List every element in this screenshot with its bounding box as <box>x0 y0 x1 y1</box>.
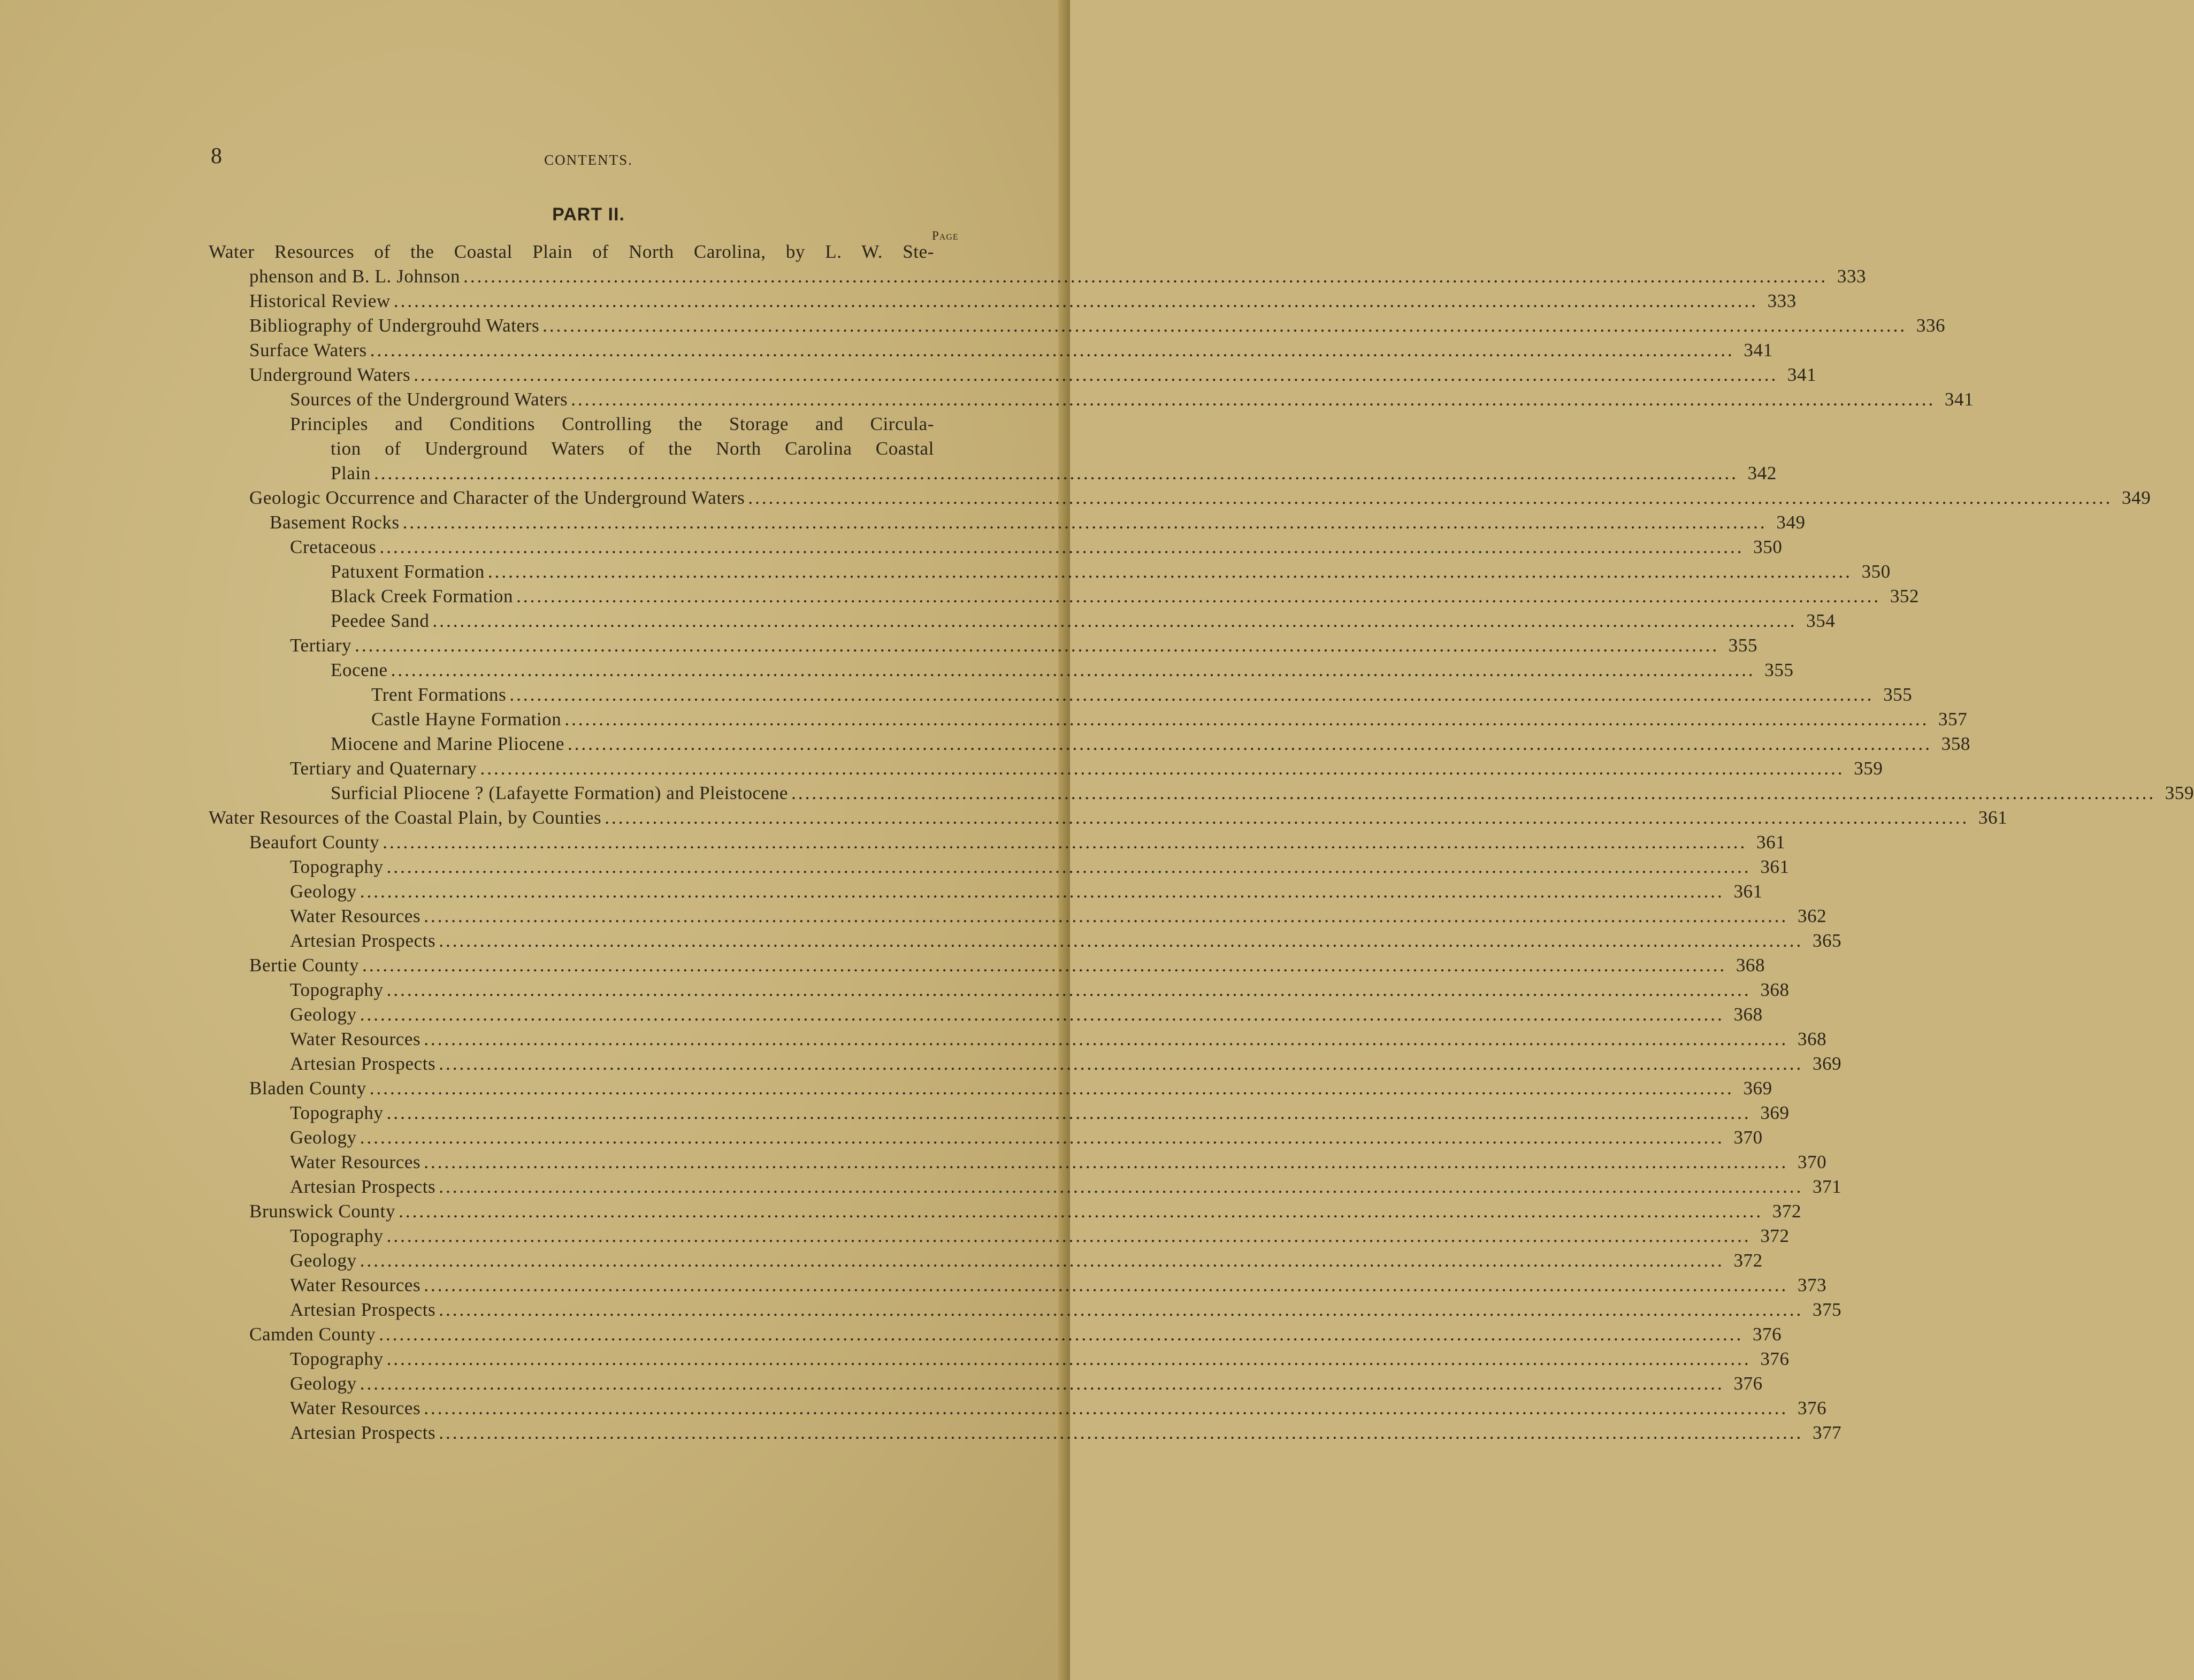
entry-page-number: 362 <box>1797 906 1827 926</box>
toc-line <box>209 1052 1842 1076</box>
toc-line <box>209 1199 1802 1224</box>
dot-leader: ........................................................................................................................................................................................................ <box>386 1102 1751 1123</box>
dot-leader: ........................................................................................................................................................................................................ <box>355 635 1719 656</box>
dot-leader: ........................................................................................................................................................................................................ <box>386 979 1751 1000</box>
toc-entry <box>209 1322 1782 1347</box>
entry-page-number: 358 <box>1941 733 1971 754</box>
entry-title: Bibliography of Undergrouhd Waters <box>249 315 540 336</box>
toc-entry <box>209 855 1790 879</box>
dot-leader: ........................................................................................................................................................................................................ <box>516 586 1881 607</box>
dot-leader: ........................................................................................................................................................................................................ <box>439 930 1803 951</box>
toc-line <box>209 682 1913 707</box>
dot-leader: ........................................................................................................................................................................................................ <box>386 1225 1751 1246</box>
entry-page-number: 349 <box>2122 487 2151 508</box>
toc-line <box>209 264 1867 289</box>
entry-title: Topography <box>290 979 384 1000</box>
entry-page-number: 365 <box>1812 930 1842 951</box>
entry-title: Trent Formations <box>371 684 507 705</box>
entry-page-number: 341 <box>1787 364 1817 385</box>
toc-line <box>209 904 1827 929</box>
toc-entry <box>209 830 1786 855</box>
entry-title: Camden County <box>249 1324 376 1345</box>
toc-entry <box>209 1298 1842 1322</box>
entry-page-number: 369 <box>1760 1102 1790 1123</box>
dot-leader: ........................................................................................................................................................................................................ <box>439 1176 1803 1197</box>
toc-line <box>209 1125 1763 1150</box>
dot-leader: ........................................................................................................................................................................................................ <box>568 733 1932 754</box>
dot-leader: ........................................................................................................................................................................................................ <box>791 783 2156 803</box>
entry-page-number: 357 <box>1938 709 1968 730</box>
entry-page-number: 372 <box>1733 1250 1763 1271</box>
dot-leader: ........................................................................................................................................................................................................ <box>564 709 1929 730</box>
entry-title: Artesian Prospects <box>290 1053 436 1074</box>
dot-leader: ........................................................................................................................................................................................................ <box>439 1053 1803 1074</box>
toc-entry <box>209 953 1765 978</box>
dot-leader: ........................................................................................................................................................................................................ <box>414 364 1778 385</box>
entry-title: Peedee Sand <box>331 610 430 631</box>
entry-page-number: 359 <box>1854 758 1883 779</box>
entry-title: Water Resources <box>290 906 421 926</box>
dot-leader: ........................................................................................................................................................................................................ <box>362 955 1727 976</box>
toc-entry <box>209 1199 1802 1224</box>
dot-leader: ........................................................................................................................................................................................................ <box>360 1127 1724 1148</box>
toc-line <box>209 756 1883 781</box>
dot-leader: ........................................................................................................................................................................................................ <box>369 1078 1734 1099</box>
toc-entry <box>209 412 1777 486</box>
toc-line <box>209 412 973 436</box>
dot-leader: ........................................................................................................................................................................................................ <box>379 1324 1744 1345</box>
entry-title: Artesian Prospects <box>290 1422 436 1443</box>
entry-page-number: 336 <box>1916 315 1946 336</box>
toc-entry <box>209 387 1974 412</box>
entry-title: Water Resources <box>290 1275 421 1295</box>
toc-entry <box>209 1371 1763 1396</box>
entry-title: Surficial Pliocene ? (Lafayette Formation) and Pleistocene <box>331 783 789 803</box>
entry-title: Basement Rocks <box>270 512 400 533</box>
toc-line <box>209 978 1790 1002</box>
toc-entry <box>209 1076 1772 1101</box>
entry-page-number: 361 <box>1756 832 1786 853</box>
toc-line <box>209 1421 1842 1445</box>
entry-title: tion of Underground Waters of the North Carolina Coastal <box>331 438 934 459</box>
toc-entry <box>209 240 1867 289</box>
toc-entry <box>209 338 1773 363</box>
entry-title: Cretaceous <box>290 536 377 557</box>
entry-title: Water Resources <box>290 1029 421 1049</box>
entry-title: Principles and Conditions Controlling the Storage and Circula- <box>290 413 934 434</box>
entry-title: Topography <box>290 1348 384 1369</box>
toc-line <box>209 1027 1827 1052</box>
entry-title: Artesian Prospects <box>290 1299 436 1320</box>
entry-title: Bertie County <box>249 955 360 976</box>
toc-line <box>209 929 1842 953</box>
dot-leader: ........................................................................................................................................................................................................ <box>571 389 1936 410</box>
page-column-label: Page <box>932 229 959 242</box>
dot-leader: ........................................................................................................................................................................................................ <box>360 1004 1724 1025</box>
toc-line <box>209 387 1974 412</box>
toc-line <box>209 1150 1827 1175</box>
toc-entry <box>209 1175 1842 1199</box>
entry-page-number: 368 <box>1733 1004 1763 1025</box>
toc-line <box>209 1298 1842 1322</box>
toc-entry <box>209 781 2194 806</box>
toc-line <box>209 1371 1763 1396</box>
toc-line <box>209 609 1836 633</box>
toc-line <box>209 806 2008 830</box>
dot-leader: ........................................................................................................................................................................................................ <box>393 290 1758 311</box>
toc-entry <box>209 1421 1842 1445</box>
dot-leader: ........................................................................................................................................................................................................ <box>480 758 1845 779</box>
entry-title: Geologic Occurrence and Character of the Underground Waters <box>249 487 745 508</box>
entry-page-number: 368 <box>1797 1029 1827 1049</box>
dot-leader: ........................................................................................................................................................................................................ <box>439 1422 1803 1443</box>
toc-line <box>209 830 1786 855</box>
toc-entry <box>209 486 2151 510</box>
toc-entry <box>209 904 1827 929</box>
toc-entry <box>209 559 1891 584</box>
table-of-contents <box>209 240 2194 1445</box>
dot-leader: ........................................................................................................................................................................................................ <box>424 1029 1788 1049</box>
toc-entry <box>209 1248 1763 1273</box>
entry-page-number: 370 <box>1797 1152 1827 1172</box>
toc-line <box>209 1248 1763 1273</box>
toc-line <box>209 1347 1790 1371</box>
dot-leader: ........................................................................................................................................................................................................ <box>509 684 1874 705</box>
toc-line <box>209 486 2151 510</box>
entry-title: Historical Review <box>249 290 391 311</box>
dot-leader: ........................................................................................................................................................................................................ <box>360 881 1724 902</box>
toc-entry <box>209 633 1758 658</box>
entry-title: Miocene and Marine Pliocene <box>331 733 565 754</box>
entry-page-number: 350 <box>1861 561 1891 582</box>
entry-title: Eocene <box>331 659 388 680</box>
running-title: CONTENTS. <box>544 152 633 168</box>
toc-entry <box>209 1273 1827 1298</box>
entry-title: Geology <box>290 1250 357 1271</box>
toc-entry <box>209 1101 1790 1125</box>
toc-entry <box>209 1224 1790 1248</box>
entry-title: Tertiary <box>290 635 352 656</box>
toc-line <box>209 240 973 264</box>
entry-title: Artesian Prospects <box>290 930 436 951</box>
toc-line <box>209 584 1920 609</box>
entry-title: Patuxent Formation <box>331 561 485 582</box>
dot-leader: ........................................................................................................................................................................................................ <box>402 512 1767 533</box>
toc-line <box>209 535 1783 559</box>
dot-leader: ........................................................................................................................................................................................................ <box>424 1275 1788 1295</box>
dot-leader: ........................................................................................................................................................................................................ <box>386 1348 1751 1369</box>
entry-title: Surface Waters <box>249 340 367 360</box>
dot-leader: ........................................................................................................................................................................................................ <box>386 856 1751 877</box>
entry-page-number: 372 <box>1760 1225 1790 1246</box>
dot-leader: ........................................................................................................................................................................................................ <box>370 340 1734 360</box>
toc-line <box>209 1396 1827 1421</box>
entry-title: Castle Hayne Formation <box>371 709 562 730</box>
entry-page-number: 373 <box>1797 1275 1827 1295</box>
toc-line <box>209 313 1946 338</box>
dot-leader: ........................................................................................................................................................................................................ <box>432 610 1797 631</box>
entry-page-number: 375 <box>1812 1299 1842 1320</box>
dot-leader: ........................................................................................................................................................................................................ <box>439 1299 1803 1320</box>
entry-page-number: 333 <box>1837 266 1867 287</box>
entry-page-number: 369 <box>1812 1053 1842 1074</box>
entry-title: Underground Waters <box>249 364 411 385</box>
dot-leader: ........................................................................................................................................................................................................ <box>487 561 1852 582</box>
entry-page-number: 376 <box>1797 1398 1827 1418</box>
entry-page-number: 349 <box>1776 512 1806 533</box>
toc-entry <box>209 929 1842 953</box>
toc-entry <box>209 879 1763 904</box>
toc-entry <box>209 756 1883 781</box>
dot-leader: ........................................................................................................................................................................................................ <box>399 1201 1763 1222</box>
dot-leader: ........................................................................................................................................................................................................ <box>424 1398 1788 1418</box>
entry-page-number: 361 <box>1978 807 2008 828</box>
toc-line <box>209 363 1817 387</box>
toc-entry <box>209 978 1790 1002</box>
entry-page-number: 371 <box>1812 1176 1842 1197</box>
toc-line <box>209 289 1797 313</box>
toc-entry <box>209 289 1797 313</box>
entry-title: Topography <box>290 1225 384 1246</box>
dot-leader: ........................................................................................................................................................................................................ <box>360 1373 1724 1394</box>
entry-title: Water Resources of the Coastal Plain, by Counties <box>209 807 602 828</box>
toc-line <box>209 953 1765 978</box>
toc-entry <box>209 1052 1842 1076</box>
entry-title: Topography <box>290 856 384 877</box>
entry-title: Water Resources of the Coastal Plain of North Carolina, by L. W. Ste- <box>209 241 934 262</box>
toc-entry <box>209 1396 1827 1421</box>
entry-title: Geology <box>290 1127 357 1148</box>
entry-page-number: 376 <box>1733 1373 1763 1394</box>
entry-page-number: 368 <box>1760 979 1790 1000</box>
entry-page-number: 341 <box>1744 340 1773 360</box>
entry-page-number: 376 <box>1752 1324 1782 1345</box>
entry-title: Sources of the Underground Waters <box>290 389 568 410</box>
toc-line <box>209 436 973 461</box>
toc-entry <box>209 363 1817 387</box>
toc-entry <box>209 1002 1763 1027</box>
entry-title: phenson and B. L. Johnson <box>249 266 461 287</box>
toc-line <box>209 338 1773 363</box>
entry-page-number: 355 <box>1764 659 1794 680</box>
toc-line <box>209 658 1794 682</box>
entry-page-number: 370 <box>1733 1127 1763 1148</box>
toc-entry <box>209 658 1794 682</box>
dot-leader: ........................................................................................................................................................................................................ <box>605 807 1969 828</box>
toc-line <box>209 879 1763 904</box>
toc-entry <box>209 682 1913 707</box>
entry-page-number: 359 <box>2165 783 2194 803</box>
dot-leader: ........................................................................................................................................................................................................ <box>424 1152 1788 1172</box>
toc-line <box>209 633 1758 658</box>
dot-leader: ........................................................................................................................................................................................................ <box>542 315 1907 336</box>
toc-entry <box>209 535 1783 559</box>
toc-entry <box>209 1347 1790 1371</box>
entry-title: Water Resources <box>290 1152 421 1172</box>
toc-line <box>209 1076 1772 1101</box>
toc-entry <box>209 732 1971 756</box>
entry-page-number: 369 <box>1743 1078 1772 1099</box>
toc-line <box>209 1175 1842 1199</box>
toc-entry <box>209 1027 1827 1052</box>
dot-leader: ........................................................................................................................................................................................................ <box>360 1250 1724 1271</box>
toc-line <box>209 781 2194 806</box>
toc-entry <box>209 707 1968 732</box>
entry-title: Beaufort County <box>249 832 380 853</box>
toc-line <box>209 559 1891 584</box>
entry-page-number: 376 <box>1760 1348 1790 1369</box>
dot-leader: ........................................................................................................................................................................................................ <box>383 832 1747 853</box>
entry-page-number: 361 <box>1760 856 1790 877</box>
entry-title: Brunswick County <box>249 1201 396 1222</box>
entry-title: Black Creek Formation <box>331 586 514 607</box>
page-number: 8 <box>211 144 222 168</box>
toc-line <box>209 855 1790 879</box>
toc-line <box>209 1101 1790 1125</box>
dot-leader: ........................................................................................................................................................................................................ <box>379 536 1744 557</box>
entry-page-number: 342 <box>1747 463 1777 484</box>
part-title: PART II. <box>552 204 625 225</box>
toc-entry <box>209 609 1836 633</box>
toc-entry <box>209 510 1806 535</box>
toc-line <box>209 732 1971 756</box>
entry-page-number: 355 <box>1728 635 1758 656</box>
toc-line <box>209 1002 1763 1027</box>
entry-title: Tertiary and Quaternary <box>290 758 477 779</box>
toc-line <box>209 461 1777 486</box>
entry-title: Geology <box>290 1373 357 1394</box>
entry-page-number: 354 <box>1806 610 1836 631</box>
toc-line <box>209 510 1806 535</box>
toc-line <box>209 1322 1782 1347</box>
entry-page-number: 333 <box>1767 290 1797 311</box>
entry-title: Geology <box>290 881 357 902</box>
entry-title: Plain <box>331 463 371 484</box>
toc-line <box>209 707 1968 732</box>
toc-entry <box>209 313 1946 338</box>
entry-title: Bladen County <box>249 1078 366 1099</box>
dot-leader: ........................................................................................................................................................................................................ <box>373 463 1738 484</box>
toc-entry <box>209 1150 1827 1175</box>
entry-title: Topography <box>290 1102 384 1123</box>
dot-leader: ........................................................................................................................................................................................................ <box>391 659 1755 680</box>
dot-leader: ........................................................................................................................................................................................................ <box>463 266 1828 287</box>
entry-title: Water Resources <box>290 1398 421 1418</box>
entry-page-number: 350 <box>1753 536 1783 557</box>
toc-line <box>209 1273 1827 1298</box>
toc-entry <box>209 1125 1763 1150</box>
dot-leader: ........................................................................................................................................................................................................ <box>748 487 2113 508</box>
dot-leader: ........................................................................................................................................................................................................ <box>424 906 1788 926</box>
entry-page-number: 368 <box>1736 955 1765 976</box>
toc-line <box>209 1224 1790 1248</box>
entry-page-number: 372 <box>1772 1201 1802 1222</box>
entry-page-number: 361 <box>1733 881 1763 902</box>
entry-page-number: 377 <box>1812 1422 1842 1443</box>
toc-entry <box>209 584 1920 609</box>
entry-title: Artesian Prospects <box>290 1176 436 1197</box>
toc-entry <box>209 806 2008 830</box>
entry-page-number: 352 <box>1890 586 1920 607</box>
entry-page-number: 341 <box>1944 389 1974 410</box>
entry-page-number: 355 <box>1883 684 1913 705</box>
entry-title: Geology <box>290 1004 357 1025</box>
